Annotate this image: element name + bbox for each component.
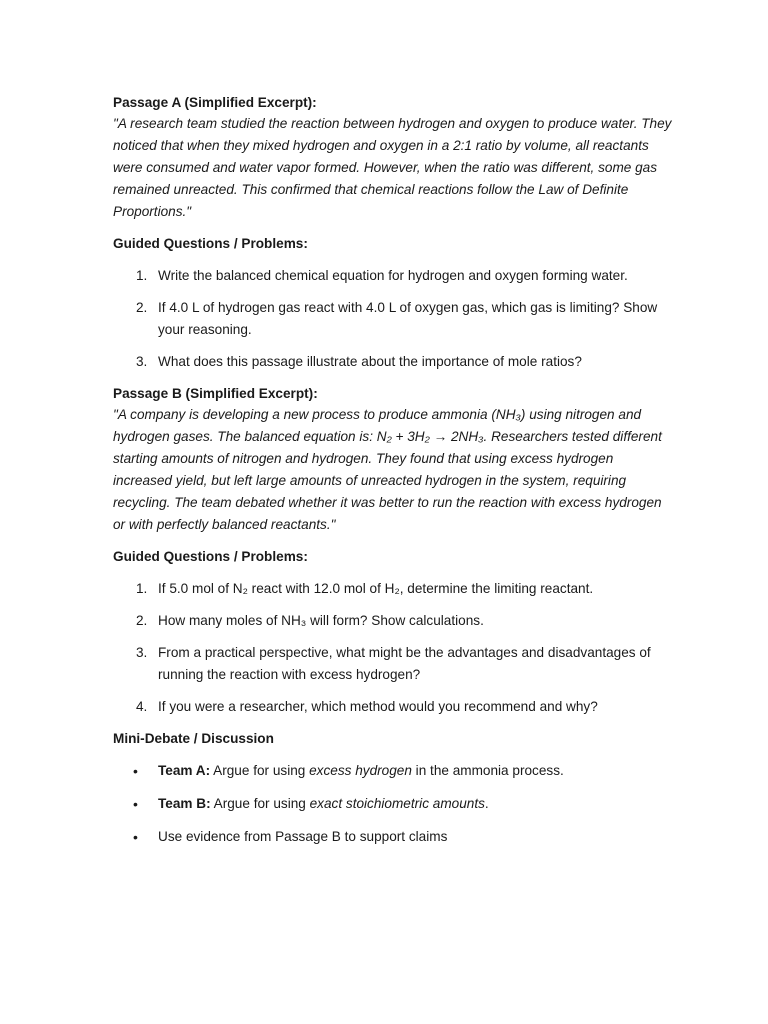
debate-heading: Mini-Debate / Discussion — [113, 731, 274, 746]
debate-item-team-a — [113, 760, 673, 782]
question-item — [113, 297, 673, 341]
question-text: How many moles of NH₃ will form? Show calculations. — [158, 613, 484, 628]
question-text: If 4.0 L of hydrogen gas react with 4.0 L of oxygen gas, which gas is limiting? Show your reasoning. — [158, 300, 658, 337]
question-number: 3. — [136, 645, 148, 660]
passage-a-question-list — [113, 265, 673, 373]
team-label: Team B: — [158, 796, 211, 811]
bullet-icon: • — [133, 829, 138, 845]
question-item — [113, 610, 673, 632]
question-item — [113, 696, 673, 718]
question-number: 1. — [136, 581, 148, 596]
question-text: What does this passage illustrate about the importance of mole ratios? — [158, 354, 582, 369]
bullet-icon: • — [133, 763, 138, 779]
passage-a-questions-heading: Guided Questions / Problems: — [113, 236, 308, 251]
passage-a-text: "A research team studied the reaction between hydrogen and oxygen to produce water. They noticed that when they mixed hydrogen and oxygen in a 2:1 ratio by volume, all reactants were consumed and water vapor formed. However, when the ratio was different, some gas remained unreacted. This confirmed that chemical reactions follow the Law of Definite Proportions." — [113, 116, 672, 219]
passage-b-questions-heading: Guided Questions / Problems: — [113, 549, 308, 564]
question-number: 2. — [136, 613, 148, 628]
question-item — [113, 265, 673, 287]
debate-text-pre: Argue for using — [210, 796, 310, 811]
debate-text-post: . — [484, 796, 489, 811]
question-item — [113, 578, 673, 600]
debate-item-evidence — [113, 826, 673, 848]
debate-list — [113, 760, 673, 848]
question-text: If 5.0 mol of N₂ react with 12.0 mol of H₂, determine the limiting reactant. — [158, 581, 594, 596]
bullet-icon: • — [133, 796, 138, 812]
passage-b-question-list — [113, 578, 673, 718]
question-text: From a practical perspective, what might be the advantages and disadvantages of running the reaction with excess hydrogen? — [158, 645, 651, 682]
debate-emphasis: exact stoichiometric amounts — [309, 796, 485, 811]
question-item — [113, 642, 673, 686]
debate-text-pre: Argue for using — [210, 763, 310, 778]
passage-b-text: "A company is developing a new process to produce ammonia (NH₃) using nitrogen and hydrogen gases. The balanced equation is: N₂ + 3H₂ → 2NH₃. Researchers tested different starting amounts of nitrogen and hydrogen. They found that using excess hydrogen increased yield, but left large amounts of unreacted hydrogen in the system, requiring recycling. The team debated whether it was better to run the reaction with excess hydrogen or with perfectly balanced reactants." — [113, 407, 662, 532]
team-label: Team A: — [158, 763, 211, 778]
passage-a-heading: Passage A (Simplified Excerpt): — [113, 95, 317, 110]
debate-emphasis: excess hydrogen — [309, 763, 412, 778]
passage-b-heading: Passage B (Simplified Excerpt): — [113, 386, 318, 401]
question-number: 3. — [136, 354, 148, 369]
question-text: Write the balanced chemical equation for hydrogen and oxygen forming water. — [158, 268, 628, 283]
question-text: If you were a researcher, which method would you recommend and why? — [158, 699, 598, 714]
debate-text: Use evidence from Passage B to support claims — [158, 829, 448, 844]
question-number: 1. — [136, 268, 148, 283]
debate-text-post: in the ammonia process. — [411, 763, 564, 778]
question-number: 2. — [136, 300, 148, 315]
document-content — [113, 92, 673, 859]
question-item — [113, 351, 673, 373]
debate-item-team-b — [113, 793, 673, 815]
question-number: 4. — [136, 699, 148, 714]
